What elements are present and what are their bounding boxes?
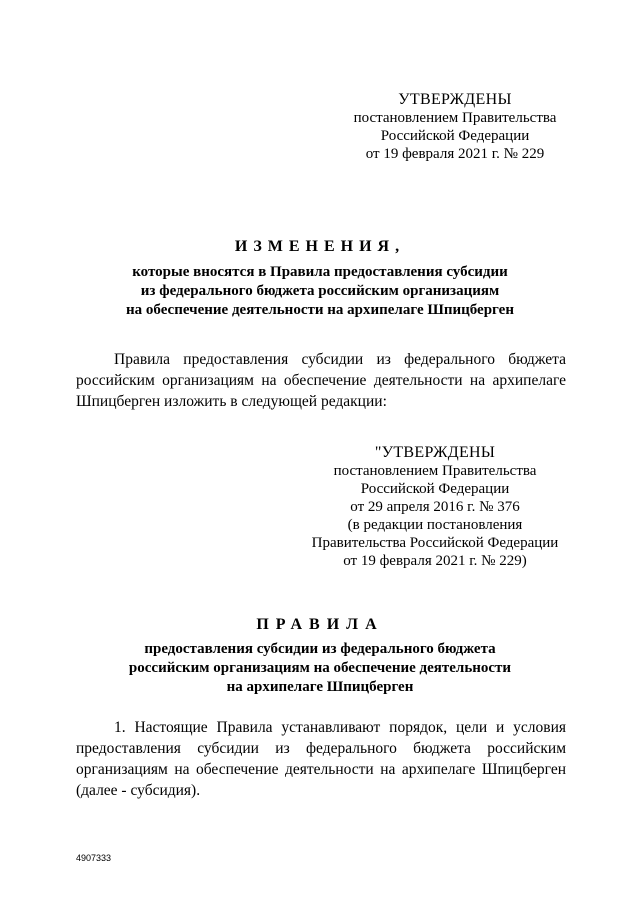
section-title-rules: ПРАВИЛА	[256, 616, 384, 633]
paragraph-line: Правила предоставления субсидии из федерального бюджета	[114, 351, 566, 368]
subtitle-line: которые вносятся в Правила предоставления субсидии	[132, 264, 508, 280]
paragraph-line: 1. Настоящие Правила устанавливают порядок, цели и условия	[114, 719, 566, 736]
body-paragraph-intro	[76, 349, 566, 412]
section-title-changes: ИЗМЕНЕНИЯ,	[234, 238, 406, 255]
section-subtitle-rules	[0, 640, 640, 697]
approval-line: Правительства Российской Федерации	[311, 535, 559, 551]
subtitle-line: российским организациям на обеспечение деятельности	[128, 660, 512, 676]
section-subtitle-changes	[0, 263, 640, 320]
subtitle-line: на архипелаге Шпицберген	[226, 679, 414, 695]
approval-heading: УТВЕРЖДЕНЫ	[398, 91, 512, 108]
approval-line: от 19 февраля 2021 г. № 229)	[343, 553, 527, 569]
paragraph-line: организациям на обеспечение деятельности на архипелаге Шпицберген	[76, 761, 566, 778]
approval-line: постановлением Правительства	[333, 463, 537, 479]
paragraph-line: (далее - субсидия).	[76, 782, 201, 799]
approval-stamp-quoted	[300, 444, 570, 570]
subtitle-line: на обеспечение деятельности на архипелаге Шпицберген	[126, 302, 514, 318]
approval-line: Российской Федерации	[380, 128, 530, 144]
approval-line: (в редакции постановления	[347, 517, 523, 533]
approval-line: Российской Федерации	[360, 481, 510, 497]
approval-line: от 29 апреля 2016 г. № 376	[350, 499, 520, 515]
subtitle-line: предоставления субсидии из федерального бюджета	[144, 641, 496, 657]
paragraph-line: российским организациям на обеспечение деятельности на архипелаге	[76, 372, 566, 389]
subtitle-line: из федерального бюджета российским организациям	[140, 283, 500, 299]
paragraph-line: предоставления субсидии из федерального бюджета российским	[76, 740, 566, 757]
approval-heading: "УТВЕРЖДЕНЫ	[374, 444, 496, 461]
approval-line: постановлением Правительства	[353, 110, 557, 126]
paragraph-line: Шпицберген изложить в следующей редакции:	[76, 393, 387, 410]
body-paragraph-rule-1	[76, 717, 566, 801]
approval-stamp-header	[330, 91, 580, 163]
document-code: 4907333	[76, 853, 112, 863]
approval-line: от 19 февраля 2021 г. № 229	[365, 146, 545, 162]
